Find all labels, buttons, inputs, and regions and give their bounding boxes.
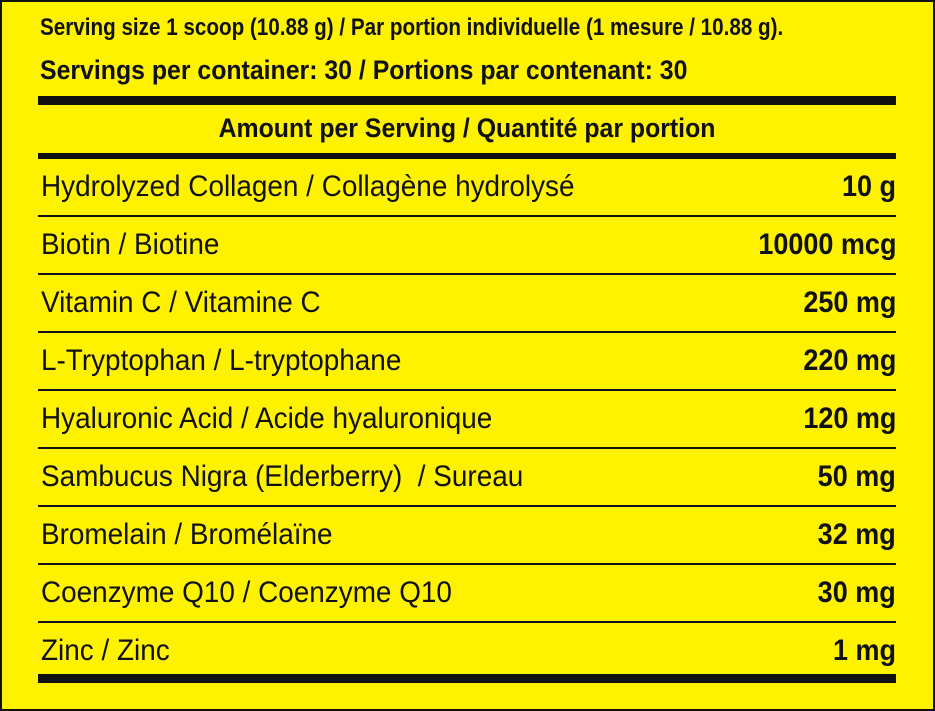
amount-per-serving-header-text: Amount per Serving / Quantité par portion — [218, 113, 716, 143]
amount-per-serving-header — [38, 110, 896, 146]
ingredient-amount: 250 mg — [802, 286, 896, 319]
ingredient-name: Hyaluronic Acid / Acide hyaluronique — [41, 402, 493, 435]
ingredient-name: Zinc / Zinc — [41, 634, 170, 667]
ingredient-row — [38, 275, 896, 333]
ingredient-amount: 1 mg — [832, 634, 896, 667]
ingredient-amount: 220 mg — [802, 344, 896, 377]
servings-per-container-text: Servings per container: 30 / Portions par contenant: 30 — [40, 55, 688, 85]
ingredient-amount: 120 mg — [802, 402, 896, 435]
ingredient-amount: 10000 mcg — [757, 228, 896, 261]
serving-size-text: Serving size 1 scoop (10.88 g) / Par portion individuelle (1 mesure / 10.88 g). — [40, 14, 784, 41]
ingredient-amount: 30 mg — [817, 576, 896, 609]
ingredient-row — [38, 623, 896, 679]
ingredient-amount: 32 mg — [817, 518, 896, 551]
ingredient-name: L-Tryptophan / L-tryptophane — [41, 344, 402, 377]
ingredient-name: Sambucus Nigra (Elderberry) / Sureau — [41, 460, 524, 493]
ingredient-name: Biotin / Biotine — [41, 228, 220, 261]
ingredient-name: Coenzyme Q10 / Coenzyme Q10 — [41, 576, 452, 609]
ingredient-name: Vitamin C / Vitamine C — [41, 286, 321, 319]
ingredient-amount: 10 g — [841, 170, 896, 203]
ingredient-amount: 50 mg — [817, 460, 896, 493]
ingredient-name: Bromelain / Bromélaïne — [41, 518, 333, 551]
ingredient-row — [38, 159, 896, 217]
ingredient-row — [38, 333, 896, 391]
ingredient-name: Hydrolyzed Collagen / Collagène hydrolysé — [41, 170, 575, 203]
ingredient-row — [38, 507, 896, 565]
ingredient-row — [38, 217, 896, 275]
bottom-thick-divider — [38, 674, 896, 683]
ingredient-list — [38, 159, 896, 679]
ingredient-row — [38, 449, 896, 507]
ingredient-row — [38, 391, 896, 449]
top-thick-divider — [38, 96, 896, 105]
ingredient-row — [38, 565, 896, 623]
